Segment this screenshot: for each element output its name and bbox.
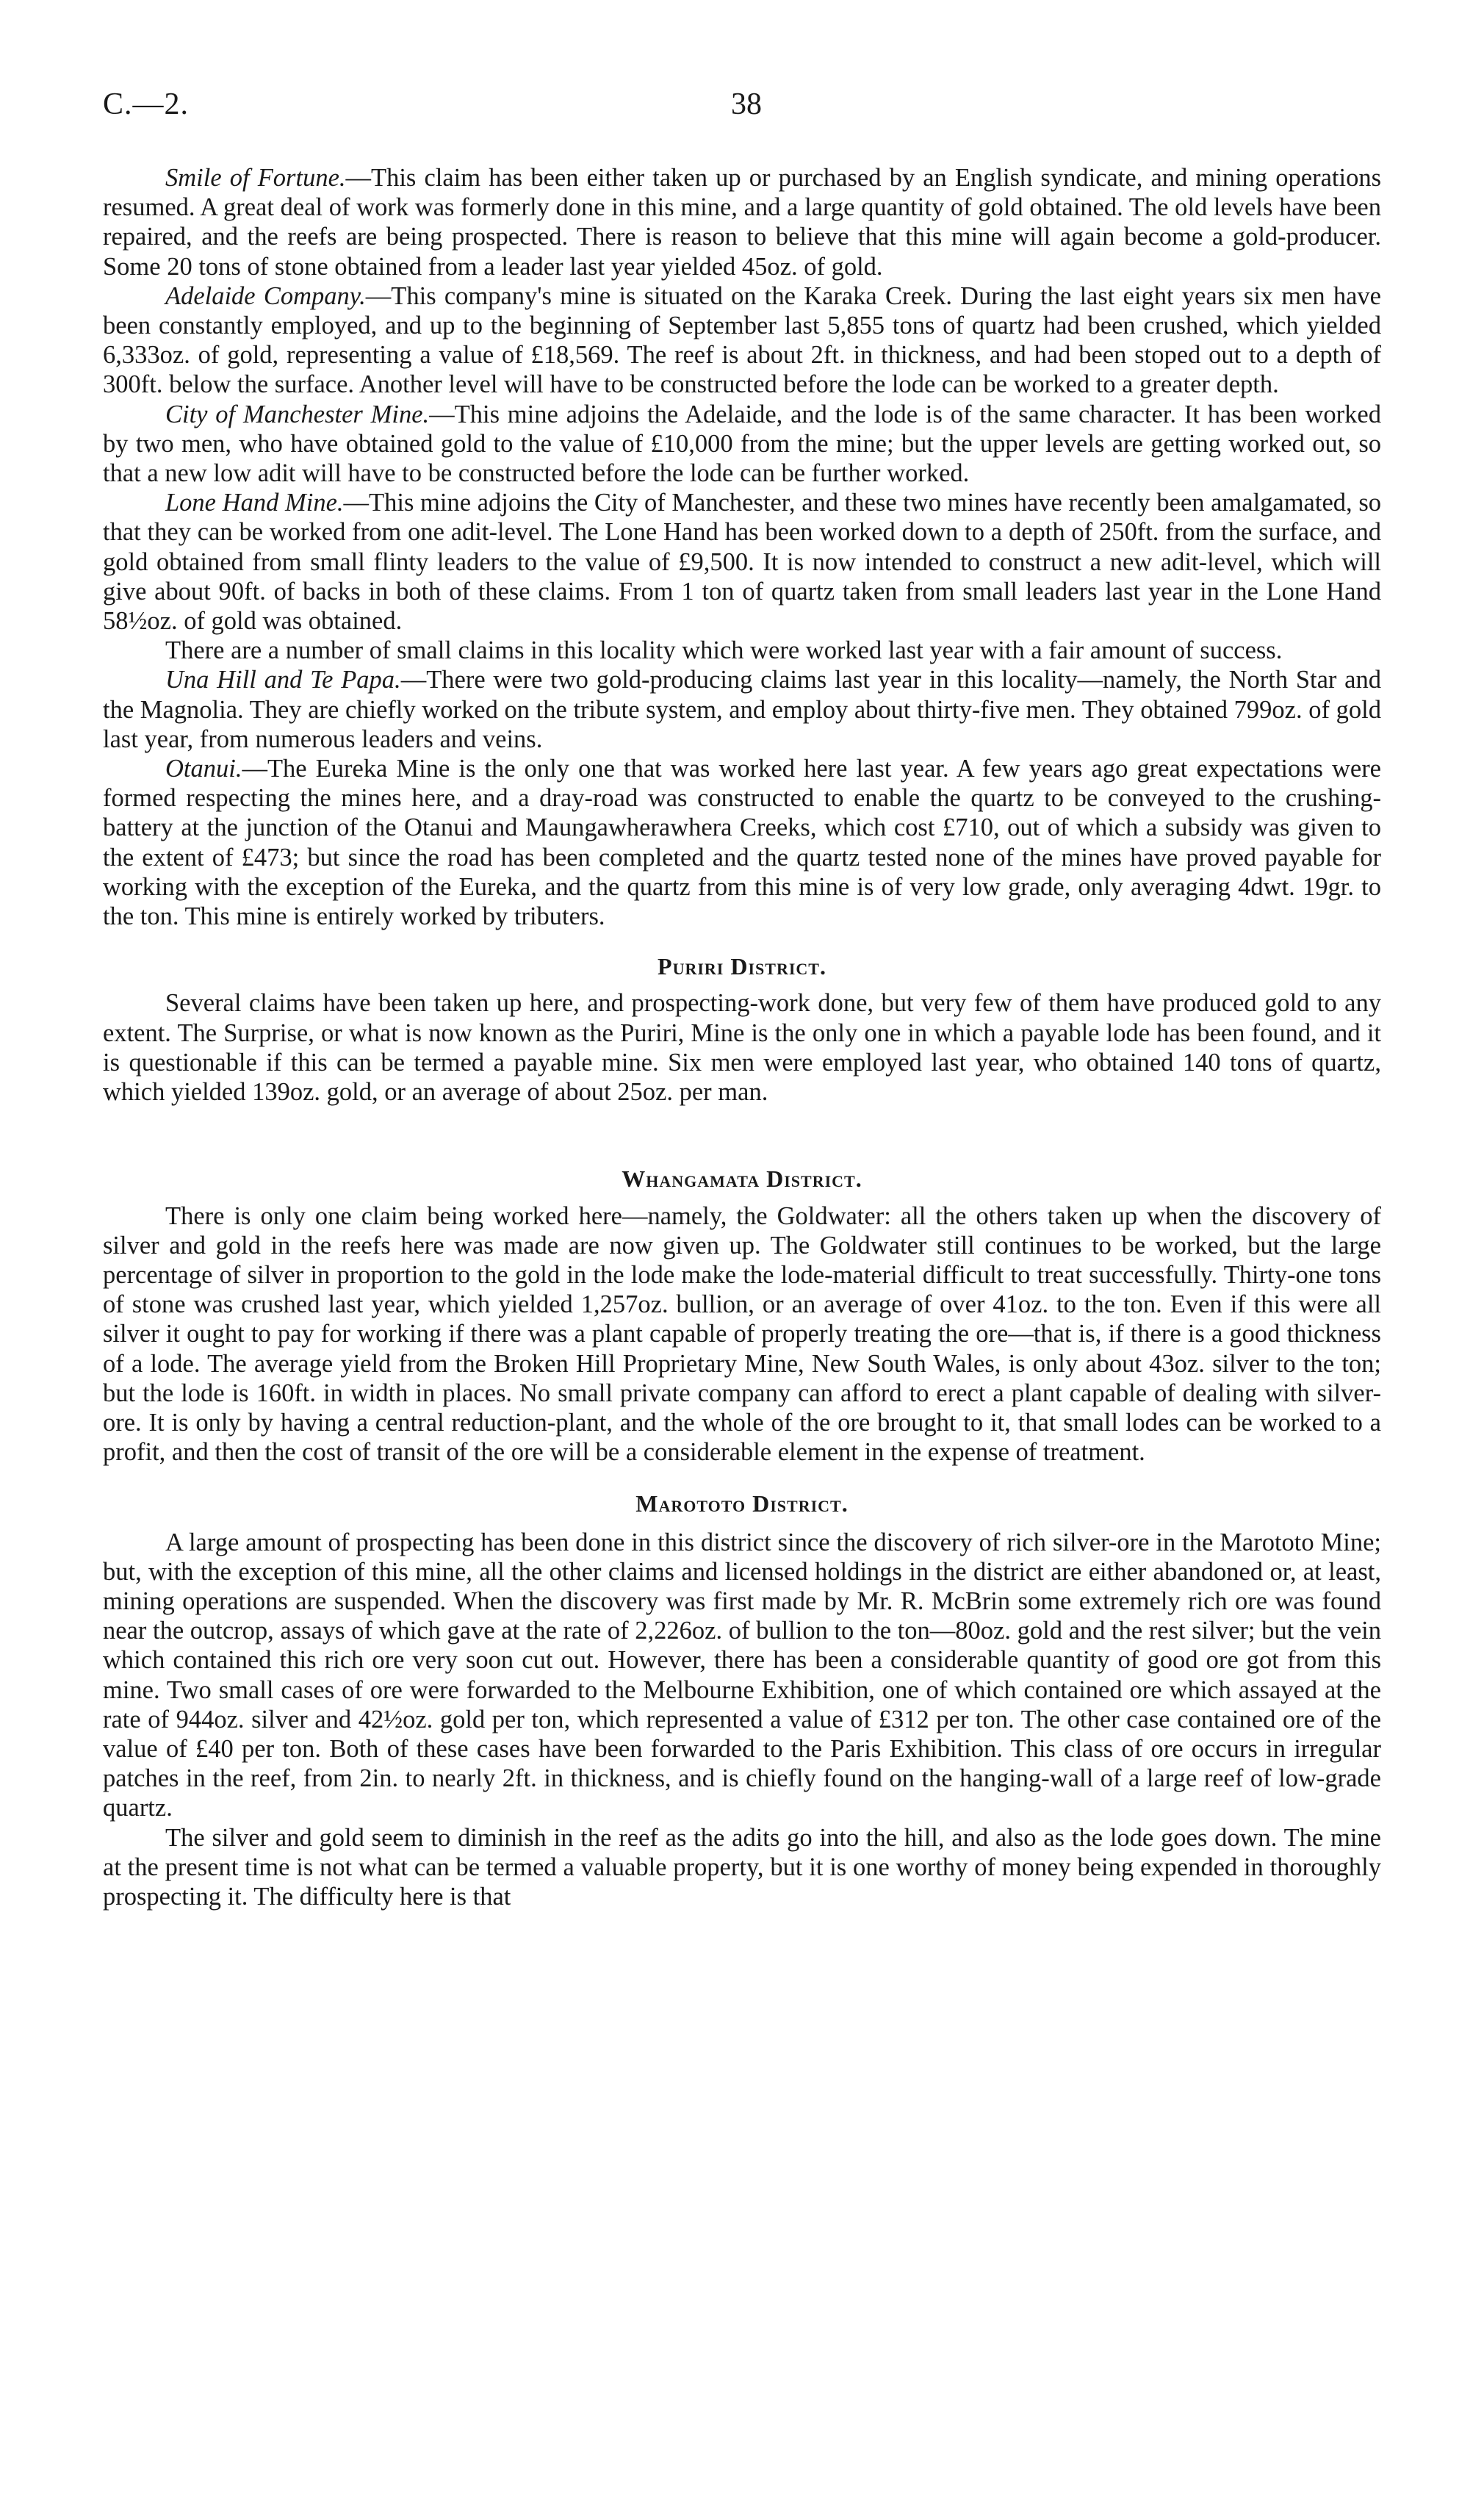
paragraph-text: —The Eureka Mine is the only one that was worked here last year. A few years ago great expectations were formed respecting the mines here, and a dray-road was constructed to enable the quartz to be conveyed to the crushing-battery at the junction of the Otanui and Maungawherawhera Creeks, which cost £710, out of which a subsidy was given to the extent of £473; but since the road has been completed and the quartz tested none of the mines have proved payable for working with the exception of the Eureka, and the quartz from this mine is of very low grade, only averaging 4dwt. 19gr. to the ton. This mine is entirely worked by tributers. [103,755,1381,931]
paragraph-lead: Smile of Fortune. [165,164,346,192]
paragraph-lead: Otanui. [165,755,242,783]
paragraph-lone-hand [103,488,1381,636]
paragraph-puriri: Several claims have been taken up here, and prospecting-work done, but very few of them have produced gold to any extent. The Surprise, or what is now known as the Puriri, Mine is the only one in which a payable lode has been found, and it is questionable if this can be termed a payable mine. Six men were employed last year, who obtained 140 tons of quartz, which yielded 139oz. gold, or an average of about 25oz. per man. [103,989,1381,1107]
paragraph-marototo-2: The silver and gold seem to diminish in the reef as the adits go into the hill, and also as the lode goes down. The mine at the present time is not what can be termed a valuable property, but it is one worthy of money being expended in thoroughly prospecting it. The difficulty here is that [103,1823,1381,1911]
paragraph-una-hill [103,665,1381,754]
paragraph-lead: Una Hill and Te Papa. [165,666,401,694]
page-header [103,87,1381,131]
paragraph-text: —This mine adjoins the City of Manchester, and these two mines have recently been amalgamated, so that they can be worked from one adit-level. The Lone Hand has been worked down to a depth of 250ft. from the surface, and gold obtained from small flinty leaders to the value of £9,500. It is now intended to construct a new adit-level, which will give about 90ft. of backs in both of these claims. From 1 ton of quartz taken from small leaders last year in the Lone Hand 58½oz. of gold was obtained. [103,489,1381,636]
document-reference: C.—2. [103,87,190,121]
section-heading-whangamata: Whangamata District. [622,1165,862,1193]
paragraph-lead: City of Manchester Mine. [165,400,430,428]
paragraph-lead: Lone Hand Mine. [165,489,344,517]
section-heading-marototo: Marototo District. [635,1490,849,1517]
paragraph-lead: Adelaide Company. [165,281,366,310]
paragraph-adelaide-company [103,281,1381,400]
paragraph-text: —This mine adjoins the Adelaide, and the lode is of the same character. It has been worked by two men, who have obtained gold to the value of £10,000 from the mine; but the upper levels are getting worked out, so that a new low adit will have to be constructed before the lode can be further worked. [103,400,1381,488]
paragraph-text: There are a number of small claims in this locality which were worked last year with a fair amount of success. [165,636,1283,665]
page-number: 38 [731,87,762,121]
paragraph-small-claims [103,636,1381,665]
paragraph-smile-of-fortune [103,163,1381,281]
paragraph-whangamata: There is only one claim being worked here—namely, the Goldwater: all the others taken up when the discovery of silver and gold in the reefs here was made are now given up. The Goldwater still continues to be worked, but the large percentage of silver in proportion to the gold in the lode make the lode-material difficult to treat successfully. Thirty-one tons of stone was crushed last year, which yielded 1,257oz. bullion, or an average of over 41oz. to the ton. Even if this were all silver it ought to pay for working if there was a plant capable of properly treating the ore—that is, if there is a good thickness of a lode. The average yield from the Broken Hill Proprietary Mine, New South Wales, is only about 43oz. silver to the ton; but the lode is 160ft. in width in places. No small private company can afford to erect a plant capable of dealing with silver-ore. It is only by having a central reduction-plant, and the whole of the ore brought to it, that small lodes can be worked to a profit, and then the cost of transit of the ore will be a considerable element in the expense of treatment. [103,1201,1381,1467]
paragraph-marototo-1: A large amount of prospecting has been done in this district since the discovery of rich silver-ore in the Marototo Mine; but, with the exception of this mine, all the other claims and licensed holdings in the district are either abandoned or, at least, mining operations are suspended. When the discovery was first made by Mr. R. McBrin some extremely rich ore was found near the outcrop, assays of which gave at the rate of 2,226oz. of bullion to the ton—80oz. gold and the rest silver; but the vein which contained this rich ore very soon cut out. However, there has been a considerable quantity of good ore got from this mine. Two small cases of ore were forwarded to the Melbourne Exhibition, one of which contained ore which assayed at the rate of 944oz. silver and 42½oz. gold per ton, which represented a value of £312 per ton. The other case contained ore of the value of £40 per ton. Both of these cases have been forwarded to the Paris Exhibition. This class of ore occurs in irregular patches in the reef, from 2in. to nearly 2ft. in thickness, and is chiefly found on the hanging-wall of a large reef of low-grade quartz. [103,1528,1381,1822]
section-heading-puriri: Puriri District. [658,953,826,980]
paragraph-city-of-manchester [103,400,1381,489]
document-body [103,163,1381,1911]
paragraph-otanui [103,754,1381,931]
paragraph-text: —There were two gold-producing claims last year in this locality—namely, the North Star and the Magnolia. They are chiefly worked on the tribute system, and employ about thirty-five men. They obtained 799oz. of gold last year, from numerous leaders and veins. [103,666,1381,753]
paragraph-text: —This company's mine is situated on the Karaka Creek. During the last eight years six men have been constantly employed, and up to the beginning of September last 5,855 tons of quartz had been crushed, which yielded 6,333oz. of gold, representing a value of £18,569. The reef is about 2ft. in thickness, and had been stoped out to a depth of 300ft. below the surface. Another level will have to be constructed before the lode can be worked to a greater depth. [103,281,1381,399]
paragraph-text: —This claim has been either taken up or purchased by an English syndicate, and mining operations resumed. A great deal of work was formerly done in this mine, and a large quantity of gold obtained. The old levels have been repaired, and the reefs are being prospected. There is reason to believe that this mine will again become a gold-producer. Some 20 tons of stone obtained from a leader last year yielded 45oz. of gold. [103,164,1381,281]
